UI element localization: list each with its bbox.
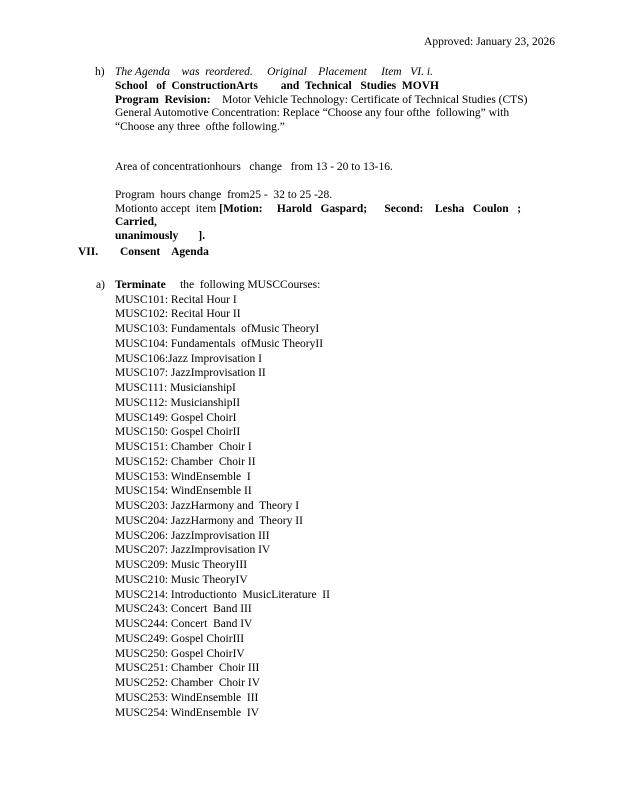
course-list-item: MUSC112: MusicianshipII xyxy=(115,396,241,409)
item-h-marker: h) xyxy=(95,66,105,78)
motion-line-2 xyxy=(95,230,565,244)
course-list-item: MUSC210: Music TheoryIV xyxy=(115,573,248,586)
program-revision-text: Motor Vehicle Technology: Certificate of Technical Studies (CTS) xyxy=(210,93,528,106)
motion-bold-text-2: unanimously ]. xyxy=(115,230,206,243)
general-concentration-line-1 xyxy=(95,107,565,121)
course-list-item: MUSC214: Introductionto MusicLiterature II xyxy=(115,588,330,601)
course-list-item: MUSC111: MusicianshipI xyxy=(115,382,236,395)
course-list-item: MUSC102: Recital Hour II xyxy=(115,308,241,321)
terminate-line xyxy=(96,278,566,293)
course-list xyxy=(96,293,566,721)
reordered-note-text: The Agenda was reordered. Original Placement Item VI. i. xyxy=(115,66,433,78)
program-hours-text: Program hours change from25 - 32 to 25 -28. xyxy=(115,188,333,201)
program-revision-label: Program Revision: xyxy=(115,93,211,106)
motion-line-1 xyxy=(95,203,565,231)
course-list-item: MUSC153: WindEnsemble I xyxy=(115,470,251,483)
course-list-item: MUSC104: Fundamentals ofMusic TheoryII xyxy=(115,337,324,350)
general-concentration-text-1: General Automotive Concentration: Replace “Choose any four ofthe following” with xyxy=(115,107,510,120)
course-list-item: MUSC253: WindEnsemble III xyxy=(115,691,259,704)
course-list-item: MUSC150: Gospel ChoirII xyxy=(115,426,241,439)
course-list-item: MUSC151: Chamber Choir I xyxy=(115,441,252,454)
motion-bold-text-1: [Motion: Harold Gaspard; Second: Lesha Coulon ; Carried, xyxy=(115,202,525,229)
course-list-item: MUSC249: Gospel ChoirIII xyxy=(115,632,245,645)
agenda-item-h xyxy=(95,66,565,244)
course-list-item: MUSC252: Chamber Choir IV xyxy=(115,677,261,690)
program-revision-line xyxy=(95,94,565,108)
course-list-item: MUSC154: WindEnsemble II xyxy=(115,485,252,498)
item-a-marker: a) xyxy=(96,279,105,291)
section-number: VII. xyxy=(78,246,99,258)
approved-date-stamp: Approved: January 23, 2026 xyxy=(424,36,555,48)
course-list-item: MUSC152: Chamber Choir II xyxy=(115,455,256,468)
course-list-item: MUSC103: Fundamentals ofMusic TheoryI xyxy=(115,323,320,336)
school-line-text: School of ConstructionArts and Technical Studies MOVH xyxy=(115,79,439,92)
general-concentration-text-2: “Choose any three ofthe following.” xyxy=(115,121,285,134)
course-list-item: MUSC106:Jazz Improvisation I xyxy=(115,352,262,365)
course-list-item: MUSC250: Gospel ChoirIV xyxy=(115,647,245,660)
course-list-item: MUSC203: JazzHarmony and Theory I xyxy=(115,500,300,513)
terminate-rest-text: the following MUSCCourses: xyxy=(165,279,321,291)
course-list-item: MUSC101: Recital Hour I xyxy=(115,293,237,306)
school-line xyxy=(95,80,565,94)
course-list-item: MUSC107: JazzImprovisation II xyxy=(115,367,266,380)
section-title: Consent Agenda xyxy=(120,246,209,258)
reordered-note-line xyxy=(95,66,565,80)
course-list-item: MUSC254: WindEnsemble IV xyxy=(115,706,260,719)
course-list-item: MUSC244: Concert Band IV xyxy=(115,618,253,631)
course-list-item: MUSC251: Chamber Choir III xyxy=(115,662,260,675)
program-hours-line xyxy=(95,189,565,203)
course-list-item: MUSC207: JazzImprovisation IV xyxy=(115,544,271,557)
course-list-item: MUSC204: JazzHarmony and Theory II xyxy=(115,514,303,527)
course-list-item: MUSC149: Gospel ChoirI xyxy=(115,411,237,424)
terminate-label: Terminate xyxy=(115,279,166,291)
general-concentration-line-2 xyxy=(95,121,565,135)
agenda-item-a xyxy=(96,278,566,720)
course-list-item: MUSC206: JazzImprovisation III xyxy=(115,529,270,542)
course-list-item: MUSC243: Concert Band III xyxy=(115,603,252,616)
area-hours-line xyxy=(95,161,565,175)
course-list-item: MUSC209: Music TheoryIII xyxy=(115,559,248,572)
area-hours-text: Area of concentrationhours change from 13 - 20 to 13-16. xyxy=(115,160,393,173)
section-heading-consent-agenda xyxy=(78,245,209,259)
motion-prefix-text: Motionto accept item xyxy=(115,202,220,215)
